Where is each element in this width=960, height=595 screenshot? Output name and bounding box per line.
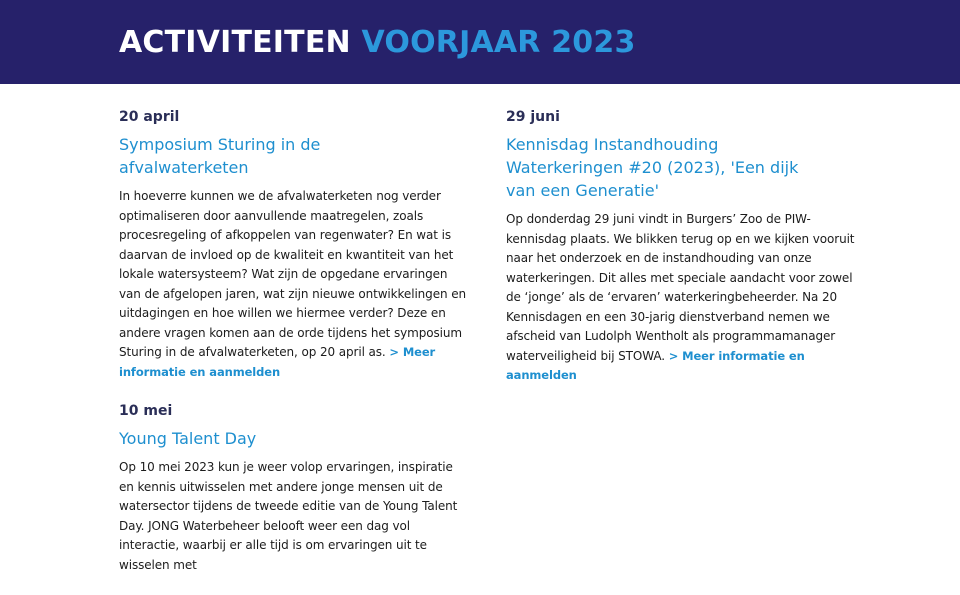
event-description-text: In hoeverre kunnen we de afvalwaterketen nog verder optimaliseren door aanvullende maatregelen, zoals procesregeling of afkoppelen van regenwater? En wat is daarvan de invloed op de kwaliteit en kwantiteit van het lokale watersysteem? Wat zijn de opgedane ervaringen van de afgelopen jaren, wat zijn nieuwe ontwikkelingen en uitdagingen en hoe willen we hiermee verder? Deze en andere vragen komen aan de orde tijdens het symposium Sturing in de afvalwaterketen, op 20 april as. bbox=[119, 189, 466, 359]
event-title-line[interactable]: Young Talent Day bbox=[119, 429, 257, 448]
event-title[interactable] bbox=[119, 133, 471, 179]
event-description bbox=[119, 458, 471, 575]
right-column bbox=[506, 108, 858, 406]
event-date: 20 april bbox=[119, 109, 180, 125]
more-info-link[interactable]: > Meer informatie en aanmelden bbox=[506, 348, 805, 382]
page-title-part1: ACTIVITEITEN bbox=[119, 25, 351, 60]
page-title bbox=[119, 24, 636, 62]
event-title[interactable] bbox=[119, 427, 471, 450]
event-date: 29 juni bbox=[506, 109, 560, 125]
event-description bbox=[506, 210, 858, 386]
event-title-line[interactable]: Symposium Sturing in de bbox=[119, 135, 321, 154]
page-header bbox=[0, 0, 960, 84]
event-title[interactable] bbox=[506, 133, 858, 202]
event-title-line[interactable]: van een Generatie' bbox=[506, 181, 659, 200]
event-title-line[interactable]: afvalwaterketen bbox=[119, 158, 249, 177]
event-item bbox=[119, 402, 471, 575]
event-title-line[interactable]: Waterkeringen #20 (2023), 'Een dijk bbox=[506, 158, 799, 177]
event-date: 10 mei bbox=[119, 403, 173, 419]
event-title-line[interactable]: Kennisdag Instandhouding bbox=[506, 135, 719, 154]
event-item bbox=[506, 108, 858, 386]
page-title-part2: VOORJAAR 2023 bbox=[361, 25, 636, 60]
event-description-text: Op donderdag 29 juni vindt in Burgers’ Zoo de PIW-kennisdag plaats. We blikken terug op en we kijken vooruit naar het onderzoek en de instandhouding van onze waterkeringen. Dit alles met speciale aandacht voor zowel de ‘jonge’ als de ‘ervaren’ waterkeringbeheerder. Na 20 Kennisdagen en een 30-jarig dienstverband nemen we afscheid van Ludolph Wentholt als programmamanager waterveiligheid bij STOWA. bbox=[506, 212, 855, 363]
more-info-link[interactable]: > Meer informatie en aanmelden bbox=[119, 345, 436, 379]
event-description bbox=[119, 187, 471, 382]
event-description-text: Op 10 mei 2023 kun je weer volop ervaringen, inspiratie en kennis uitwisselen met andere jonge mensen uit de watersector tijdens de tweede editie van de Young Talent Day. JONG Waterbeheer belooft weer een dag vol interactie, waarbij er alle tijd is om ervaringen uit te wisselen met bbox=[119, 460, 458, 572]
left-column bbox=[119, 108, 471, 595]
event-item bbox=[119, 108, 471, 382]
